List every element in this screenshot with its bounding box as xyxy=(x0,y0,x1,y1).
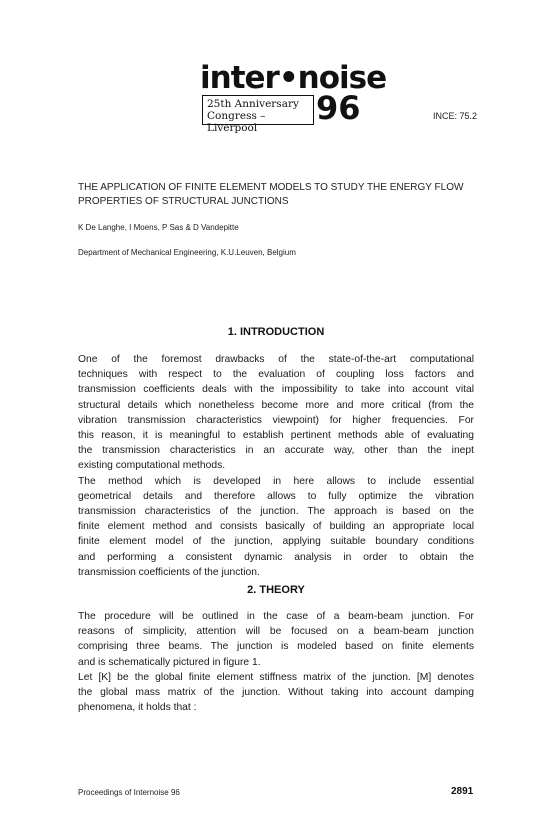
section-heading-introduction: 1. INTRODUCTION xyxy=(227,326,325,338)
text-line: structural details which nonetheless become more and more critical (from the xyxy=(78,399,474,411)
text-line: the transmission characteristics in an accurate way, other than the inept xyxy=(78,445,474,457)
text-line: geometrical details and therefore allows to fully optimize the vibration xyxy=(78,490,474,502)
text-line: One of the foremost drawbacks of the state-of-the-art computational xyxy=(78,354,474,365)
proceedings-footer: Proceedings of Internoise 96 xyxy=(78,788,180,797)
paper-title: THE APPLICATION OF FINITE ELEMENT MODELS TO STUDY THE ENERGY FLOW PROPERTIES OF STRUCTURAL JUNCTIONS xyxy=(78,182,464,207)
theory-body xyxy=(78,609,474,715)
page-number: 2891 xyxy=(451,786,474,797)
inter-noise-logo xyxy=(200,60,387,134)
logo-box-line-1: 25th Anniversary xyxy=(207,98,299,110)
text-line: finite element model of the junction, applying suitable boundary conditions xyxy=(78,536,474,548)
text-line: comprising three beams. The junction is modeled based on finite elements xyxy=(78,641,474,653)
text-line: existing computational methods. xyxy=(78,460,226,472)
logo-year: 96 xyxy=(316,89,361,127)
text-line: phenomena, it holds that : xyxy=(78,702,197,714)
text-line: and is schematically pictured in figure 1. xyxy=(78,656,261,668)
logo-box-line-2: Congress – Liverpool xyxy=(207,110,266,134)
text-line: and performing a consistent dynamic analysis in order to obtain the xyxy=(78,551,474,563)
text-line: techniques with respect to the evaluation of coupling loss factors and xyxy=(78,369,474,381)
text-line: reasons of simplicity, attention will be focused on a beam-beam junction xyxy=(78,626,474,638)
affiliation: Department of Mechanical Engineering, K.U.Leuven, Belgium xyxy=(78,248,296,257)
logo-anniversary-box xyxy=(202,95,314,134)
text-line: transmission characteristics of the junction. The approach is based on the xyxy=(78,506,474,518)
authors: K De Langhe, I Moens, P Sas & D Vandepitte xyxy=(78,223,239,232)
section-heading-theory: 2. THEORY xyxy=(247,584,305,596)
ince-code: INCE: 75.2 xyxy=(433,111,478,121)
text-line: The procedure will be outlined in the case of a beam-beam junction. For xyxy=(78,611,474,622)
introduction-body xyxy=(78,352,474,580)
text-line: The method which is developed in here allows to include essential xyxy=(78,475,474,487)
text-line: transmission coefficients deals with the impossibility to take into account vital xyxy=(78,384,474,396)
text-line: Let [K] be the global finite element stiffness matrix of the junction. [M] denotes xyxy=(78,671,474,683)
text-line: finite element method and consists basically of building an appropriate local xyxy=(78,521,474,533)
text-line: the global mass matrix of the junction. Without taking into account damping xyxy=(78,687,474,699)
text-line: this reason, it is meaningful to establish pertinent methods able of evaluating xyxy=(78,430,474,442)
logo-wordmark: inter•noise xyxy=(200,60,387,96)
text-line: transmission coefficients of the junction. xyxy=(78,566,260,578)
text-line: vibration transmission characteristics viewpoint) for higher frequencies. For xyxy=(78,414,474,426)
